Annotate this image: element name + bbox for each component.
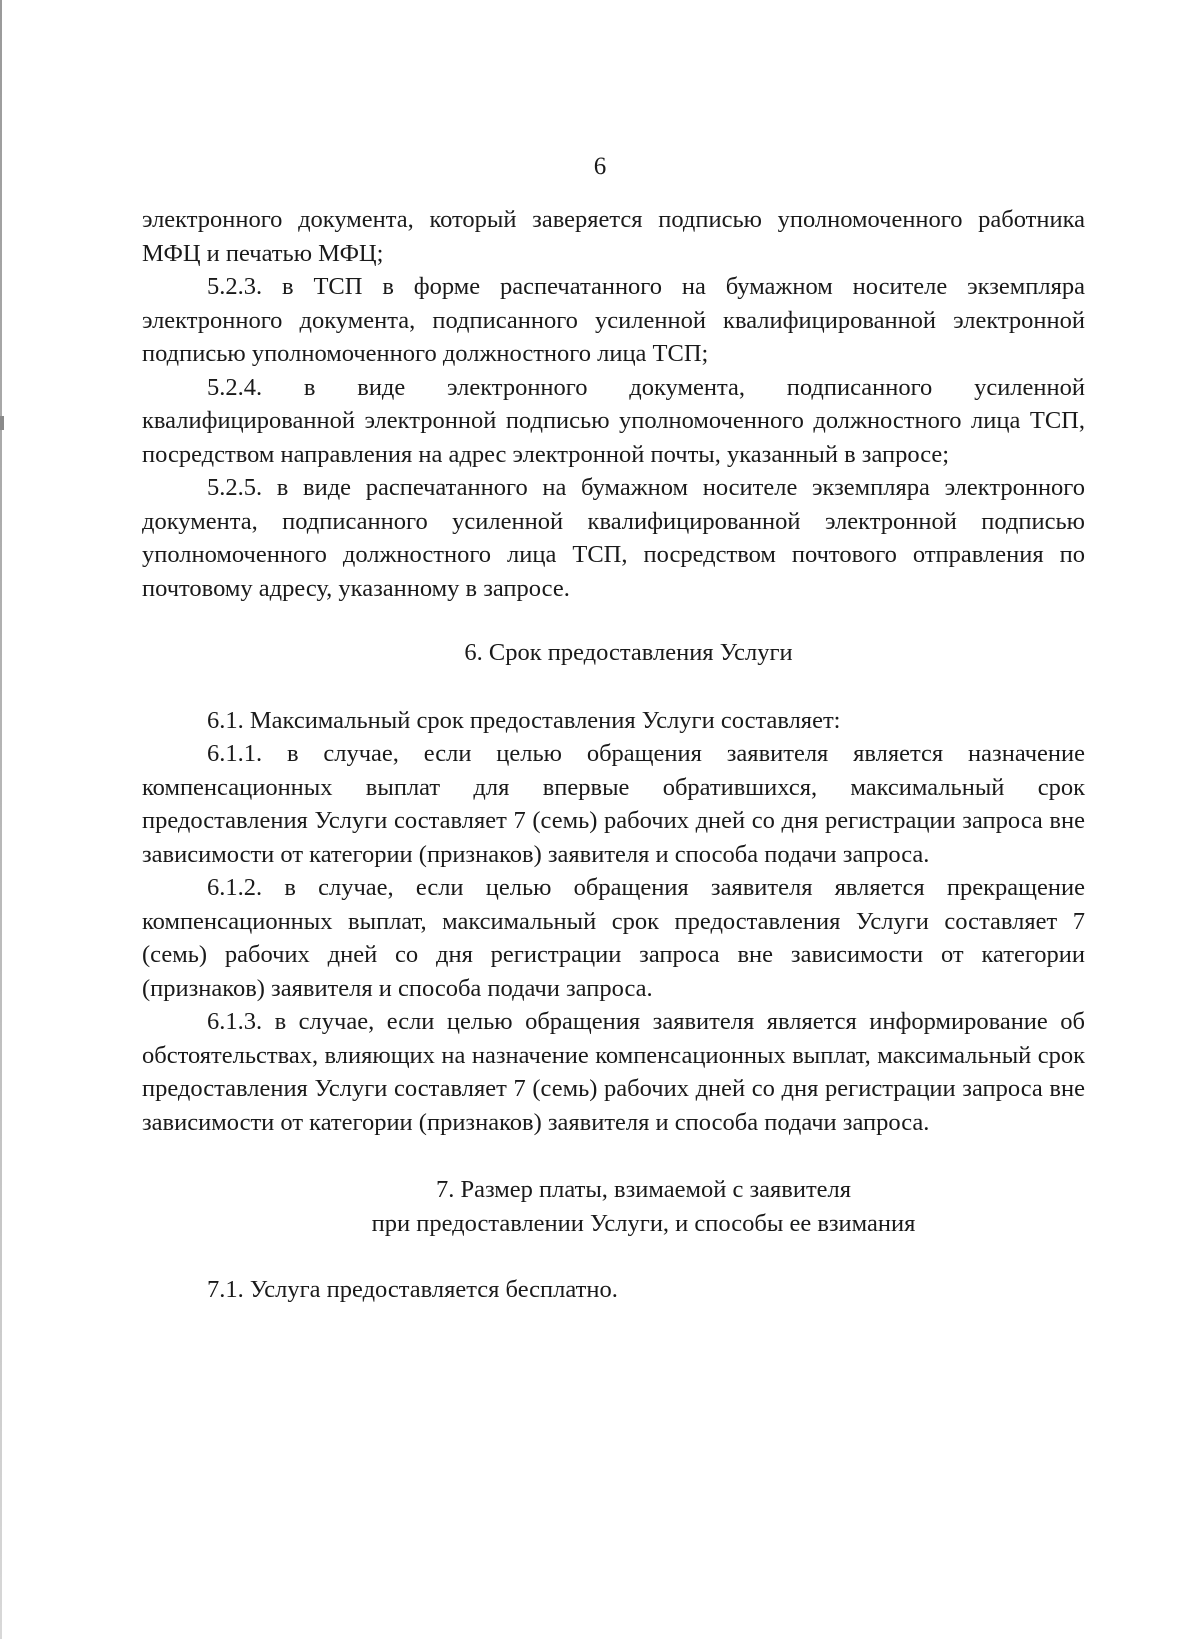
section-7-heading-line-1: 7. Размер платы, взимаемой с заявителя bbox=[435, 1176, 852, 1203]
paragraph-6-1-1: 6.1.1. в случае, если целью обращения заявителя является назначение компенсационных выплат для впервые обратившихся, максимальный срок предоставления Услуги составляет 7 (семь) рабочих дней со дня регистрации запроса вне зависимости от категории (признаков) заявителя и способа подачи запроса. bbox=[142, 740, 1085, 868]
paragraph-7-1: 7.1. Услуга предоставляется бесплатно. bbox=[207, 1276, 618, 1303]
scan-edge bbox=[0, 0, 2, 1639]
paragraph-5-2-4: 5.2.4. в виде электронного документа, подписанного усиленной квалифицированной электронной подписью уполномоченного должностного лица ТСП, посредством направления на адрес электронной почты, указанный в запросе; bbox=[142, 373, 1085, 468]
paragraph-5-2-3: 5.2.3. в ТСП в форме распечатанного на бумажном носителе экземпляра электронного документа, подписанного усиленной квалифицированной электронной подписью уполномоченного должностного лица ТСП; bbox=[142, 273, 1085, 367]
document-body bbox=[142, 203, 1085, 1307]
section-7-heading-line-2: при предоставлении Услуги, и способы ее взимания bbox=[371, 1209, 916, 1237]
section-6-heading: 6. Срок предоставления Услуги bbox=[464, 639, 793, 666]
section-7-heading bbox=[142, 1173, 1085, 1240]
paragraph-5-2-5: 5.2.5. в виде распечатанного на бумажном носителе экземпляра электронного документа, подписанного усиленной квалифицированной электронной подписью уполномоченного должностного лица ТСП, посредством почтового отправления по почтовому адресу, указанному в запросе. bbox=[142, 474, 1085, 602]
paragraph-6-1: 6.1. Максимальный срок предоставления Услуги составляет: bbox=[207, 706, 841, 734]
paragraph-6-1-3: 6.1.3. в случае, если целью обращения заявителя является информирование об обстоятельствах, влияющих на назначение компенсационных выплат, максимальный срок предоставления Услуги составляет 7 (семь) рабочих дней со дня регистрации запроса вне зависимости от категории (признаков) заявителя и способа подачи запроса. bbox=[142, 1008, 1085, 1136]
scan-mark bbox=[0, 416, 4, 430]
paragraph-6-1-2: 6.1.2. в случае, если целью обращения заявителя является прекращение компенсационных выплат, максимальный срок предоставления Услуги составляет 7 (семь) рабочих дней со дня регистрации запроса вне зависимости от категории (признаков) заявителя и способа подачи запроса. bbox=[142, 874, 1085, 1002]
page-number: 6 bbox=[593, 153, 607, 180]
paragraph-continuation: электронного документа, который заверяется подписью уполномоченного работника МФЦ и печатью МФЦ; bbox=[142, 206, 1085, 267]
